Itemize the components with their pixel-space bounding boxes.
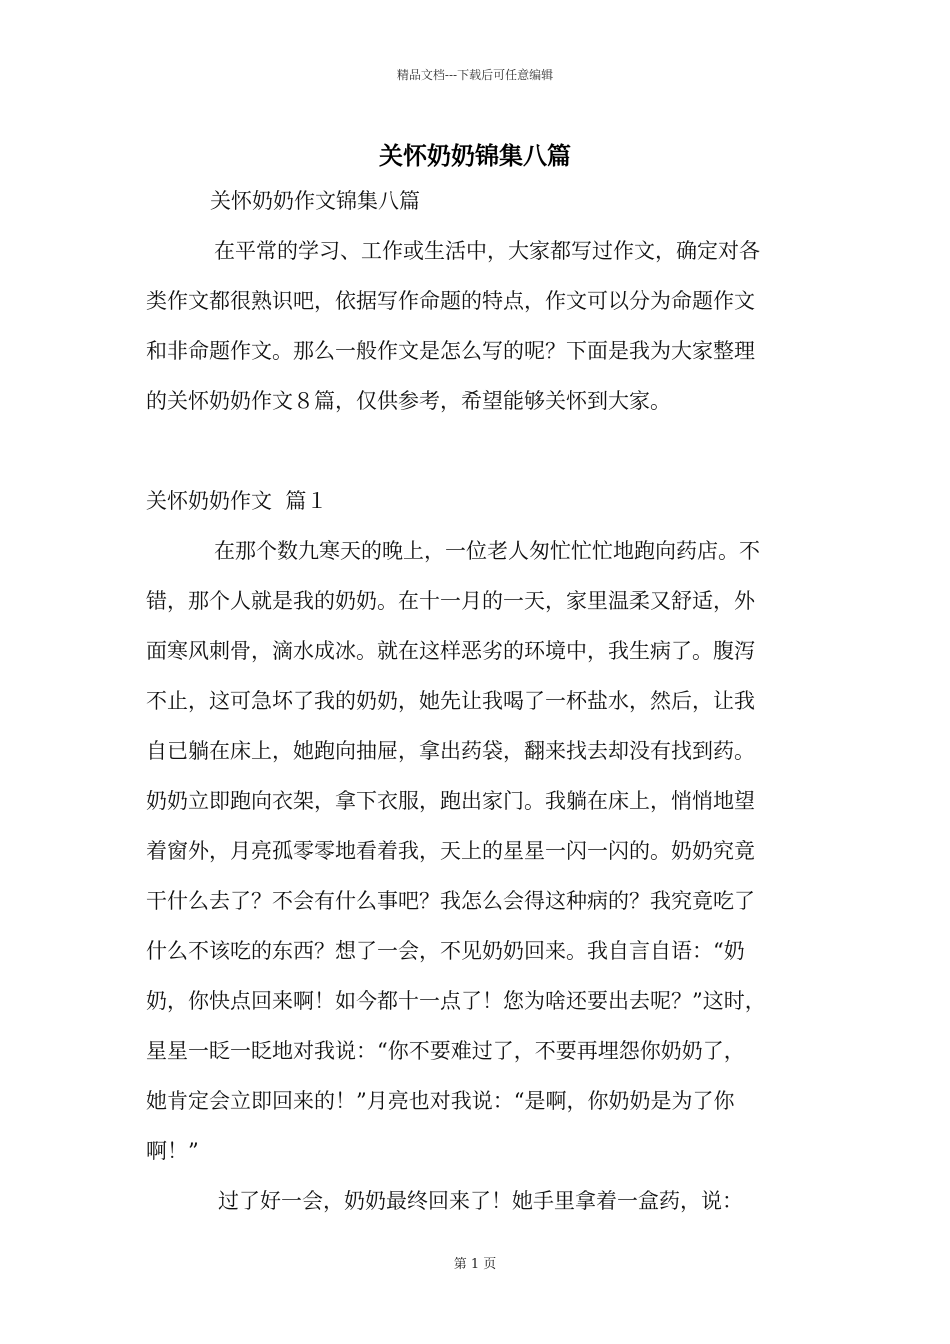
body-line: 奶奶立即跑向衣架，拿下衣服，跑出家门。我躺在床上，悄悄地望 bbox=[146, 789, 755, 813]
document-title: 关怀奶奶锦集八篇 bbox=[379, 141, 571, 170]
body-line: 过了好一会，奶奶最终回来了！她手里拿着一盒药，说： bbox=[218, 1189, 743, 1213]
body-line: 干什么去了？不会有什么事吧？我怎么会得这种病的？我究竟吃了 bbox=[146, 889, 755, 913]
body-line: 在那个数九寒天的晚上，一位老人匆忙忙忙地跑向药店。不 bbox=[214, 539, 760, 563]
intro-line: 在平常的学习、工作或生活中，大家都写过作文，确定对各 bbox=[214, 239, 760, 263]
body-line: 什么不该吃的东西？想了一会，不见奶奶回来。我自言自语：“奶 bbox=[146, 939, 745, 963]
intro-line: 类作文都很熟识吧，依据写作命题的特点，作文可以分为命题作文 bbox=[146, 289, 755, 313]
body-line: 她肯定会立即回来的！”月亮也对我说：“是啊，你奶奶是为了你 bbox=[146, 1089, 735, 1113]
body-line: 着窗外，月亮孤零零地看着我，天上的星星一闪一闪的。奶奶究竟 bbox=[146, 839, 755, 863]
body-line: 自已躺在床上，她跑向抽屉，拿出药袋，翻来找去却没有找到药。 bbox=[146, 739, 755, 763]
body-line: 面寒风刺骨，滴水成冰。就在这样恶劣的环境中，我生病了。腹泻 bbox=[146, 639, 755, 663]
body-line: 不止，这可急坏了我的奶奶，她先让我喝了一杯盐水，然后，让我 bbox=[146, 689, 755, 713]
section-heading: 关怀奶奶作文 篇１ bbox=[146, 489, 328, 513]
body-line: 错，那个人就是我的奶奶。在十一月的一天，家里温柔又舒适，外 bbox=[146, 589, 755, 613]
body-line: 啊！” bbox=[146, 1139, 199, 1163]
page-footer: 第 1 页 bbox=[453, 1257, 497, 1272]
intro-line: 和非命题作文。那么一般作文是怎么写的呢？下面是我为大家整理 bbox=[146, 339, 755, 363]
body-line: 奶，你快点回来啊！如今都十一点了！您为啥还要出去呢？”这时， bbox=[146, 989, 766, 1013]
subtitle: 关怀奶奶作文锦集八篇 bbox=[210, 189, 420, 213]
page-header: 精品文档---下载后可任意编辑 bbox=[396, 68, 554, 82]
intro-line: 的关怀奶奶作文８篇，仅供参考，希望能够关怀到大家。 bbox=[146, 389, 671, 413]
body-line: 星星一眨一眨地对我说：“你不要难过了，不要再埋怨你奶奶了， bbox=[146, 1039, 745, 1063]
